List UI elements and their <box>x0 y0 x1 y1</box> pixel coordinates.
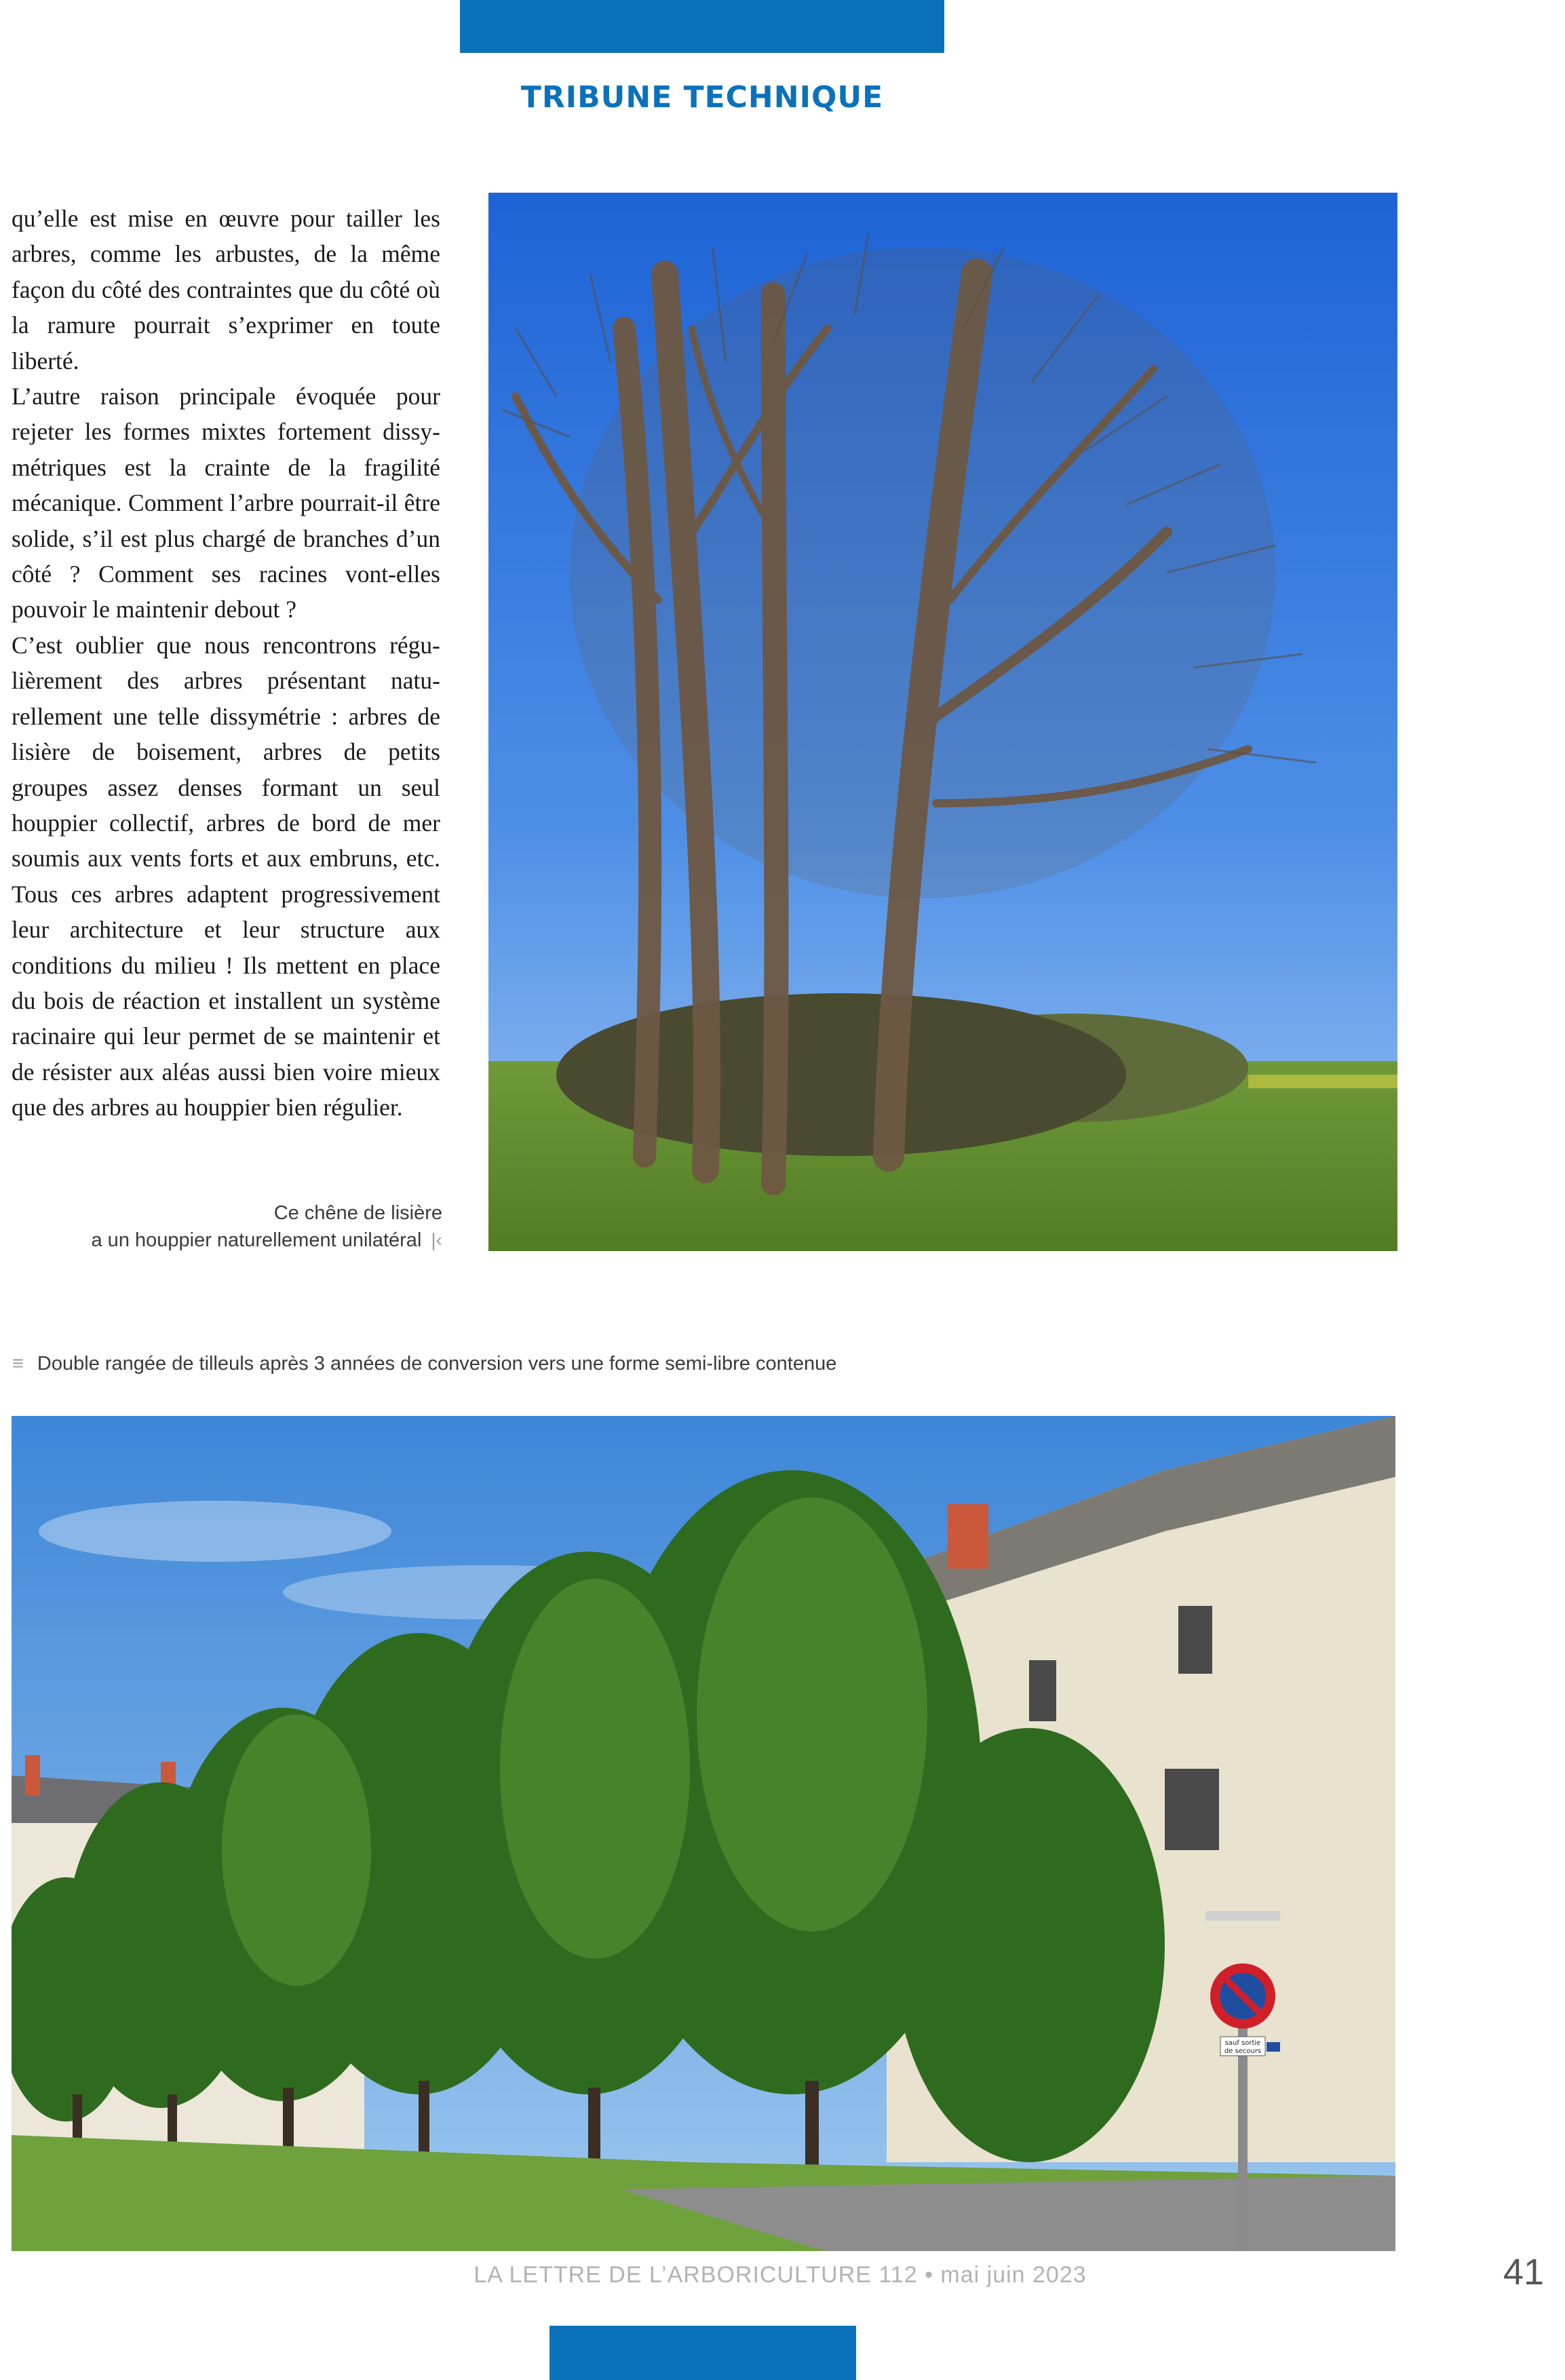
page-number: 41 <box>1503 2252 1544 2292</box>
oak-photo <box>488 193 1397 1251</box>
top-accent-bar <box>460 0 944 53</box>
paragraph-3: C’est oublier que nous rencontrons régulièrement des arbres présentant naturellement une telle dissymétrie : arbres de lisière de boisement, arbres de petits groupes assez denses formant un seul houppier collectif, arbres de bord de mer soumis aux vents forts et aux embruns, etc. Tous ces arbres adaptent progressivement leur architecture et leur structure aux conditions du milieu ! Ils mettent en place du bois de réaction et installent un système racinaire qui leur permet de se maintenir et de résister aux aléas aussi bien voire mieux que des arbres au houppier bien régulier. <box>12 631 440 1121</box>
paragraph-1: qu’elle est mise en œuvre pour tailler les arbres, comme les arbustes, de la même façon du côté des contraintes que du côté où la ramure pourrait s’exprimer en toute liberté. <box>12 205 440 375</box>
sign-line-1: sauf sortie <box>1224 2039 1261 2047</box>
section-title: TRIBUNE TECHNIQUE <box>520 80 884 115</box>
oak-caption-line-1: Ce chêne de lisière <box>273 1202 442 1224</box>
lime-caption <box>12 1350 962 1377</box>
caption-marker-icon: ≡ <box>12 1353 24 1375</box>
paragraph-2: L’autre raison principale évoquée pour rejeter les formes mixtes fortement dissymétriques est la crainte de la fragilité mécanique. Comment l’arbre pourrait-il être solide, s’il est plus chargé de branches d’un côté ? Comment ses racines vont-elles pouvoir le maintenir debout ? <box>12 383 440 623</box>
caption-pointer-icon: |‹ <box>431 1229 442 1250</box>
article-body <box>12 201 440 1126</box>
bottom-accent-bar <box>549 2326 856 2380</box>
lime-caption-text: Double rangée de tilleuls après 3 années de conversion vers une forme semi-libre contenue <box>37 1353 837 1375</box>
lime-photo <box>12 1416 1395 2251</box>
oak-caption <box>27 1199 442 1254</box>
sign-line-2: de secours <box>1224 2048 1262 2055</box>
oak-caption-line-2: a un houppier naturellement unilatéral <box>91 1229 422 1251</box>
footer-publication: LA LETTRE DE L’ARBORICULTURE 112 • mai juin 2023 <box>474 2262 1087 2288</box>
